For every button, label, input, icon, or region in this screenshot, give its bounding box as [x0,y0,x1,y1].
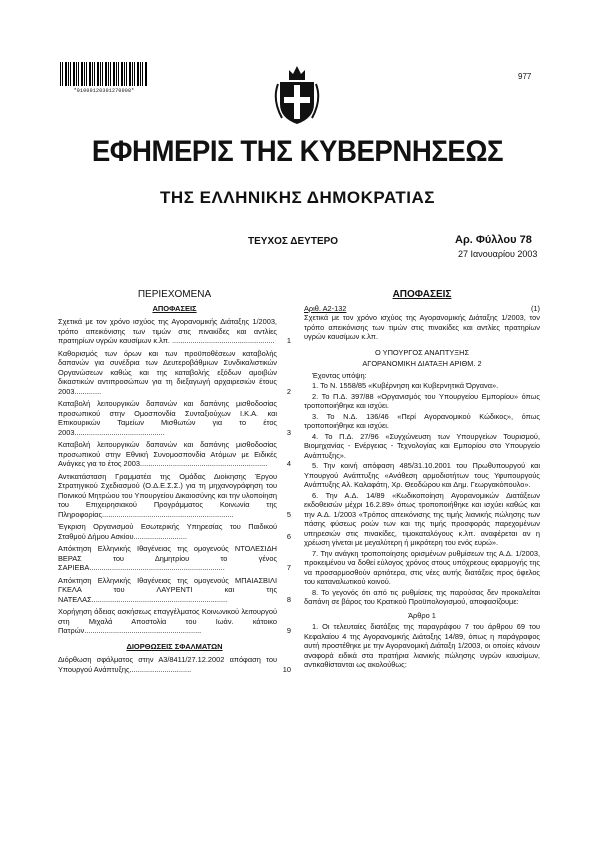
toc-entry[interactable] [58,399,291,437]
recital-paragraph: 6. Την Α.Δ. 14/89 «Κωδικοποίηση Αγορανομικών Διατάξεων εκδοθεισών μέχρι 16.2.89» όπως τροποποιήθηκε και ισχύει καθώς και την Α.Δ. 1/2003 «Τρόπος απεικόνισης της τιμής λιανικής πώλησης των πάσης φύσεως ροών των και της τιμής προσφοράς παρεχομένων υπηρεσιών στις πινακίδες, τιμοκαταλόγους κ.λπ. αναφέρεται αν η χρέωση γίνεται με μεγαλύτερη ή μικρότερη του ενός ευρώ». [304,490,540,547]
toc-entry[interactable] [58,349,291,397]
toc-entry[interactable] [58,472,291,520]
toc-entry-page: 7 [286,563,291,572]
barcode [60,62,148,86]
toc-entry-page: 8 [286,594,291,604]
paragraph-list [304,381,540,607]
contents-column [58,290,291,677]
minister-title: Ο ΥΠΟΥΡΓΟΣ ΑΝΑΠΤΥΞΗΣ [374,347,470,357]
toc-entry[interactable] [58,544,291,573]
decision-ref-id: Αριθ. Α2-132 [304,303,347,313]
toc-entry-correction[interactable] [58,655,291,674]
decisions-heading: ΑΠΟΦΑΣΕΙΣ [392,289,452,300]
page-number: 977 [518,72,532,81]
decision-column [304,290,540,671]
recital-paragraph: 8. Το γεγονός ότι από τις ρυθμίσεις της παρούσας δεν προκαλείται δαπάνη σε βάρος του Κρατικού Προϋπολογισμού, αποφασίζουμε: [304,587,540,606]
recital-paragraph: 7. Την ανάγκη τροποποίησης ορισμένων ρυθμίσεων της Α.Δ. 1/2003, προκειμένου να δοθεί εύλογος χρόνος στους υπόχρεους εφαρμογής της να προσαρμοσθούν αρτιότερα, στις νέες αυτής διατάξεις προς όφελος του καταναλωτικού κοινού. [304,548,540,586]
issue-series: ΤΕΥΧΟΣ ΔΕΥΤΕΡΟ [248,236,339,247]
gazette-title: ΕΦΗΜΕΡΙΣ ΤΗΣ ΚΥΒΕΡΝΗΣΕΩΣ [91,135,504,168]
toc-entry-page: 1 [286,336,291,345]
decisions-subheading: ΑΠΟΦΑΣΕΙΣ [152,303,197,313]
toc-entry-page: 5 [286,509,291,519]
toc-entry-page: 4 [286,459,291,468]
having-regard: Έχοντας υπόψη: [312,370,367,380]
toc-entry[interactable] [58,317,291,346]
toc-entry-text: Χορήγηση άδειας ασκήσεως επαγγέλματος Κοινωνικού λειτουργού στη Μιχαλά Αποστολία του Ιωάν. κάτοικο Πατρών......................................................... [58,607,277,635]
toc-entry-page: 3 [286,427,291,437]
recital-paragraph: 5. Την κοινή απόφαση 485/31.10.2001 του Πρωθυπουργού και Υπουργού Ανάπτυξης «Ανάθεση αρμοδιοτήτων τους Υφυπουργούς Ανάπτυξης Αλ. Καλαφάτη, Χρ. Θεοδώρου και Δημ. Γεωργακόπουλο». [304,461,540,489]
issue-date: 27 Ιανουαρίου 2003 [458,249,538,259]
ordinance-title: ΑΓΟΡΑΝΟΜΙΚΗ ΔΙΑΤΑΞΗ ΑΡΙΘΜ. 2 [362,359,482,368]
toc-entry-text: Απόκτηση Ελληνικής Ιθαγένειας της ομογενούς ΜΠΑΙΑΣΒΙΛΙ ΓΚΕΛΑ του ΛΑΥΡΕΝΤΙ και της ΝΑΤΕΛΑΣ.................................................................. [58,575,277,604]
coat-of-arms-emblem [272,60,322,126]
toc-entry-text: Καταβολή λειτουργικών δαπανών και δαπάνης μισθοδοσίας προσωπικού στην Ομοσπονδία Συνταξιούχων Ι.Κ.Α. και Επικουρικών Ταμείων Μισθωτών για το έτος 2003............................................ [58,399,277,437]
toc-entry-text: Καταβολή λειτουργικών δαπανών και δαπάνης μισθοδοσίας προσωπικού στην Εθνική Συνομοσπονδία Ατόμων με Ειδικές Ανάγκες για το έτος 2003.............................................................. [58,440,277,468]
barcode-number: *01000120301270008* [73,88,135,94]
recital-paragraph: 2. Το Π.Δ. 397/88 «Οργανισμός του Υπουργείου Εμπορίου» όπως τροποποιήθηκε και ισχύει. [304,391,540,410]
toc-list [58,317,291,636]
decision-ref-num: (1) [530,303,540,313]
toc-entry-text: Διόρθωση σφάλματος στην Α3/8411/27.12.2002 απόφαση του Υπουργού Ανάπτυξης.............................. [58,655,277,674]
recital-paragraph: 4. Το Π.Δ. 27/96 «Συγχώνευση των Υπουργείων Τουρισμού, Βιομηχανίας - Ενέργειας - Τεχνολογίας και Εμπορίου στο Υπουργείο Ανάπτυξης». [304,431,540,460]
toc-entry[interactable] [58,576,291,605]
toc-entry[interactable] [58,522,291,541]
toc-entry-text: Έγκριση Οργανισμού Εσωτερικής Υπηρεσίας του Παιδικού Σταθμού Δήμου Ασκίου.......................... [58,522,277,541]
toc-entry[interactable] [58,440,291,469]
toc-entry-text: Καθορισμός των όρων και των προϋποθέσεων καταβολής δαπανών για συνέδρια των Δευτεροβάθμιων Συνδικαλιστικών Οργανώσεων καθώς και της καταβολής εξόδων αμοιβών δικαστικών αντιπροσώπων για τη διεξαγωγή αρχαιρεσιών έτους 2003............. [58,348,277,396]
article-heading: Άρθρο 1 [408,610,436,620]
toc-entry-text: Σχετικά με τον χρόνο ισχύος της Αγορανομικής Διάταξης 1/2003, τρόπο απεικόνισης των τιμών στις πινακίδες και αντλίες πρατηρίων υγρών καυσίμων κ.λπ. .................................................. [58,317,277,345]
corrections-heading: ΔΙΟΡΘΩΣΕΙΣ ΣΦΑΛΜΑΤΩΝ [126,641,223,651]
article-text: 1. Οι τελευταίες διατάξεις της παραγράφου 7 του άρθρου 69 του Κεφαλαίου 4 της Αγορανομικής Διάταξης 14/89, όπως η παράγραφος αυτή προστέθηκε με την Αγορανομική Διάταξη 1/2003, οι οποίες κάνουν αναφορά ειδικά στα πρατήρια λιανικής πώλησης υγρών καυσίμων, αντικαθίστανται ως ακολούθως: [304,622,540,669]
toc-entry-page: 9 [286,626,291,635]
contents-heading: ΠΕΡΙΕΧΟΜΕΝΑ [137,289,212,300]
toc-entry-page: 10 [282,664,291,674]
toc-entry-text: Αντικατάσταση Γραμματέα της Ομάδας Διοίκησης Έργου Στρατηγικού Σχεδιασμού (Ο.Δ.Ε.Σ.Σ.) για τη μηχανογράφηση του Ποινικού Μητρώου του Υπουργείου Δικαιοσύνης και την υλοποίηση του Επιχειρησιακού Προγράμματος Κοινωνία της Πληροφορίας................................................................ [58,471,277,519]
gazette-subtitle: ΤΗΣ ΕΛΛΗΝΙΚΗΣ ΔΗΜΟΚΡΑΤΙΑΣ [160,188,435,207]
toc-entry-text: Απόκτηση Ελληνικής Ιθαγένειας της ομογενούς ΝΤΟΛΕΣΙΔΗ ΒΕΡΑΣ του Δημητρίου το γένος ΣΑΡΙΕΒΑ.................................................................. [58,544,277,572]
sheet-number: Αρ. Φύλλου 78 [455,234,532,246]
toc-entry[interactable] [58,607,291,636]
toc-entry-page: 2 [286,386,291,396]
toc-entry-page: 6 [286,531,291,541]
decision-reference [304,304,540,314]
recital-paragraph: 3. Το Ν.Δ. 136/46 «Περί Αγορανομικού Κώδικος», όπως τροποποιήθηκε και ισχύει. [304,411,540,430]
decision-subject: Σχετικά με τον χρόνο ισχύος της Αγορανομικής Διάταξης 1/2003, τον τρόπο απεικόνισης των τιμών στις πινακίδες και αντλίες πρατηρίων υγρών καυσίμων κ.λπ. [304,313,540,341]
recital-paragraph: 1. Το Ν. 1558/85 «Κυβέρνηση και Κυβερνητικά Όργανα». [312,381,499,390]
